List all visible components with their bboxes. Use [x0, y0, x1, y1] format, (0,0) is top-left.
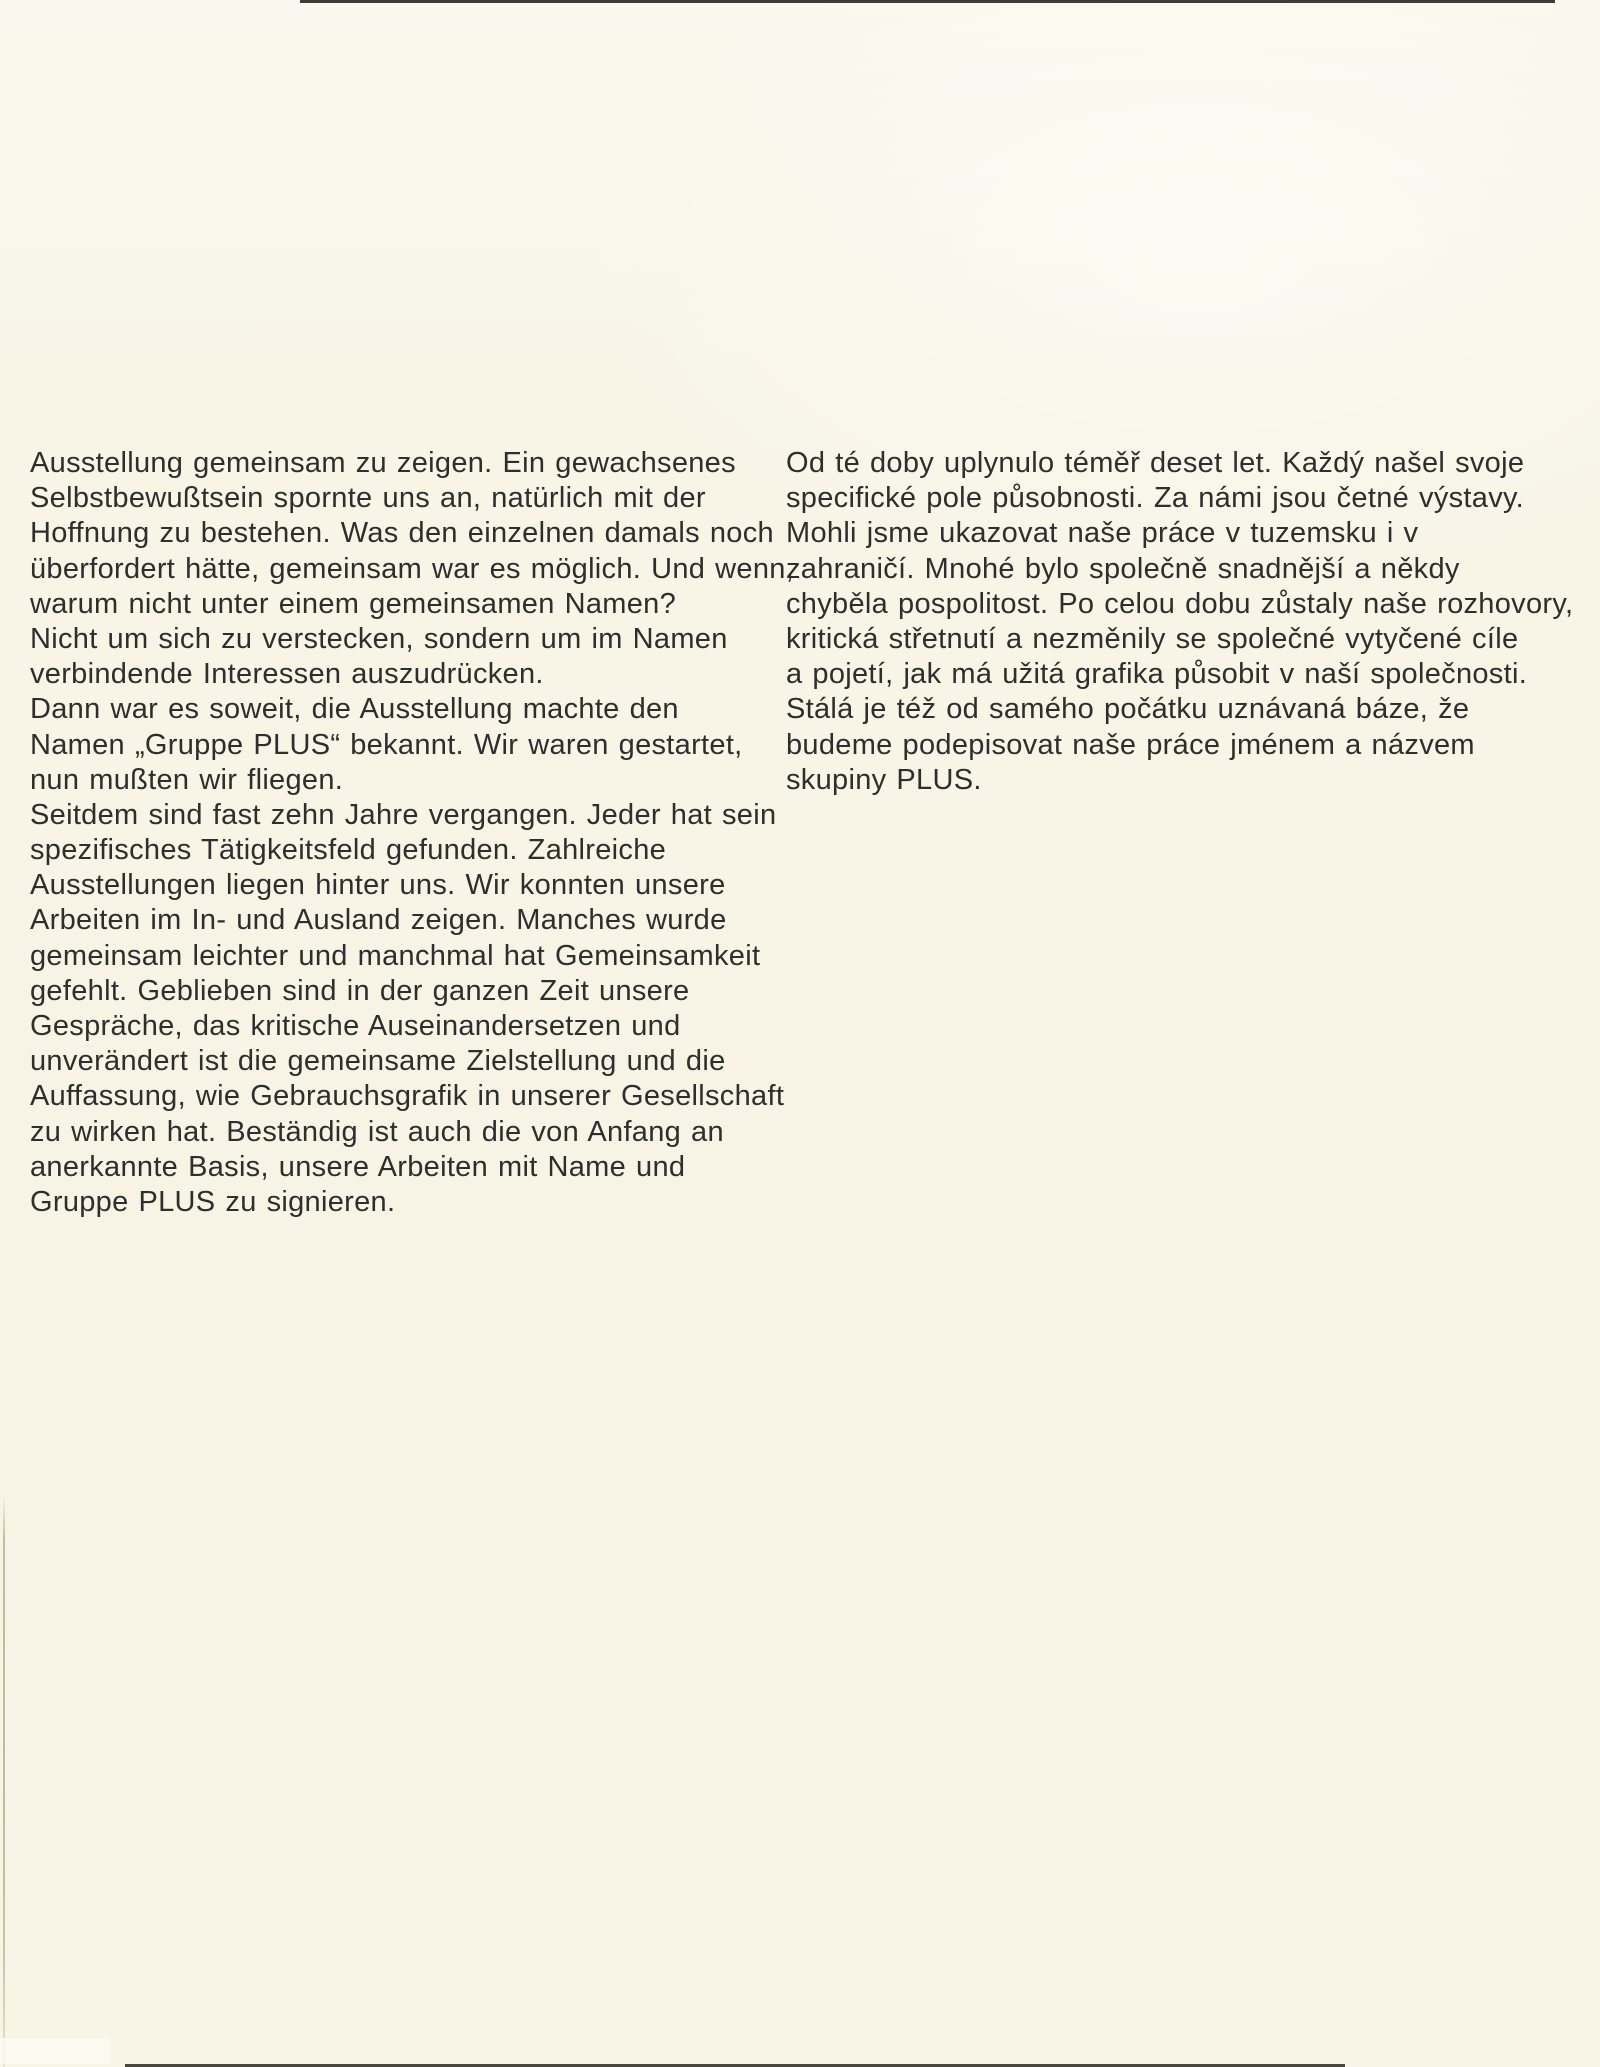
text-line: Hoffnung zu bestehen. Was den einzelnen damals noch	[30, 517, 774, 550]
paper-corner-highlight	[0, 2038, 110, 2064]
german-text-column	[30, 446, 795, 1220]
text-line: kritická střetnutí a nezměnily se společné vytyčené cíle	[786, 622, 1519, 655]
text-line: überfordert hätte, gemeinsam war es möglich. Und wenn,	[30, 552, 795, 585]
text-line: Namen „Gruppe PLUS“ bekannt. Wir waren gestartet,	[30, 728, 743, 761]
text-line: Od té doby uplynulo téměř deset let. Každý našel svoje	[786, 447, 1525, 479]
text-line: verbindende Interessen auszudrücken.	[30, 658, 544, 691]
text-line: warum nicht unter einem gemeinsamen Namen?	[30, 587, 677, 620]
text-line: Stálá je též od samého počátku uznávaná báze, že	[786, 693, 1470, 726]
text-line: skupiny PLUS.	[786, 763, 982, 796]
text-line: nun mußten wir fliegen.	[30, 763, 344, 796]
text-line: Gespräche, das kritische Auseinandersetzen und	[30, 1010, 681, 1042]
text-line: Mohli jsme ukazovat naše práce v tuzemsku i v	[786, 517, 1419, 550]
text-line: Selbstbewußtsein spornte uns an, natürlich mit der	[30, 482, 706, 515]
text-line: gefehlt. Geblieben sind in der ganzen Zeit unsere	[30, 974, 690, 1007]
text-line: Ausstellung gemeinsam zu zeigen. Ein gewachsenes	[30, 447, 736, 479]
text-line: specifické pole působnosti. Za námi jsou četné výstavy.	[786, 482, 1525, 515]
text-line: Nicht um sich zu verstecken, sondern um im Namen	[30, 622, 728, 655]
text-line: unverändert ist die gemeinsame Zielstellung und die	[30, 1045, 726, 1078]
text-line: Gruppe PLUS zu signieren.	[30, 1185, 396, 1218]
text-line: zu wirken hat. Beständig ist auch die von Anfang an	[30, 1115, 724, 1148]
text-line: a pojetí, jak má užitá grafika působit v naší společnosti.	[786, 658, 1528, 691]
text-line: anerkannte Basis, unsere Arbeiten mit Name und	[30, 1150, 686, 1183]
paper-deckle-edge	[3, 1495, 5, 2067]
text-line: Ausstellungen liegen hinter uns. Wir konnten unsere	[30, 869, 726, 902]
text-line: spezifisches Tätigkeitsfeld gefunden. Zahlreiche	[30, 834, 667, 867]
czech-text-column	[786, 446, 1574, 798]
text-line: zahraničí. Mnohé bylo společně snadnější a někdy	[786, 552, 1460, 585]
text-line: Arbeiten im In- und Ausland zeigen. Manches wurde	[30, 904, 727, 937]
text-line: budeme podepisovat naše práce jménem a názvem	[786, 728, 1475, 761]
text-line: chyběla pospolitost. Po celou dobu zůstaly naše rozhovory,	[786, 587, 1574, 620]
text-line: Dann war es soweit, die Ausstellung machte den	[30, 693, 679, 726]
text-line: gemeinsam leichter und manchmal hat Gemeinsamkeit	[30, 939, 761, 972]
text-line: Auffassung, wie Gebrauchsgrafik in unserer Gesellschaft	[30, 1080, 785, 1113]
scan-edge-top	[300, 0, 1555, 3]
text-line: Seitdem sind fast zehn Jahre vergangen. Jeder hat sein	[30, 798, 777, 831]
